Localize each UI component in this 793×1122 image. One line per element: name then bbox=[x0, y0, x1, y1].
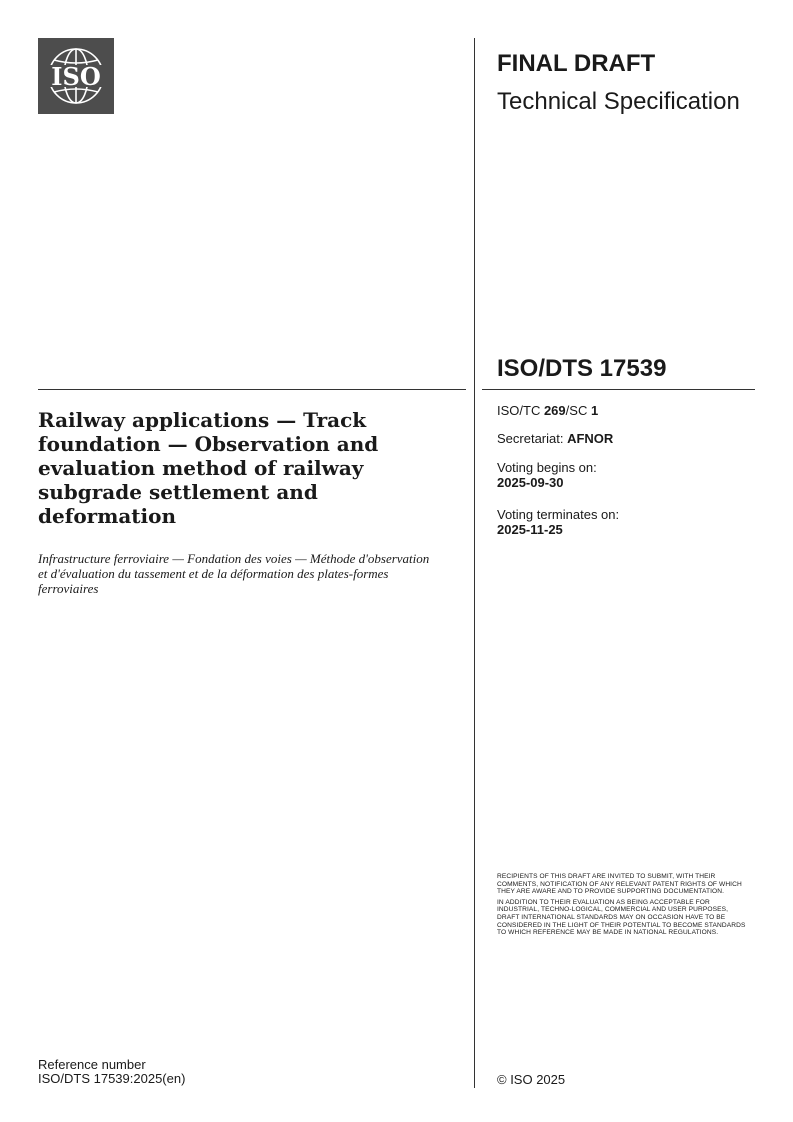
notice-paragraph-2: IN ADDITION TO THEIR EVALUATION AS BEING ACCEPTABLE FOR INDUSTRIAL, TECHNO-LOGICAL, COMMERCIAL AND USER PURPOSES, DRAFT INTERNATIONAL STANDARDS MAY ON OCCASION HAVE TO BE CONSIDERED IN THE LIGHT OF THEIR POTENTIAL TO BECOME STANDARDS TO WHICH REFERENCE MAY BE MADE IN NATIONAL REGULATIONS. bbox=[497, 898, 746, 937]
secretariat-value: AFNOR bbox=[567, 431, 614, 446]
document-number: ISO/DTS 17539 bbox=[497, 355, 667, 382]
draft-status: FINAL DRAFT bbox=[497, 50, 656, 77]
iso-logo bbox=[38, 38, 114, 114]
document-subtitle-french: Infrastructure ferroviaire — Fondation des voies — Méthode d'observation et d'évaluation du tassement et de la déformation des plates-formes ferroviaires bbox=[38, 551, 430, 596]
voting-terminates bbox=[497, 507, 619, 537]
draft-notice bbox=[497, 873, 751, 940]
vertical-divider bbox=[474, 38, 475, 1088]
voting-terminates-label: Voting terminates on: bbox=[497, 507, 620, 522]
voting-terminates-date: 2025-11-25 bbox=[497, 522, 563, 537]
globe-icon bbox=[38, 38, 114, 114]
secretariat-line bbox=[497, 431, 613, 446]
reference-value: ISO/DTS 17539:2025(en) bbox=[38, 1071, 186, 1086]
left-horizontal-rule bbox=[38, 389, 466, 390]
notice-paragraph-1: RECIPIENTS OF THIS DRAFT ARE INVITED TO SUBMIT, WITH THEIR COMMENTS, NOTIFICATION OF ANY RELEVANT PATENT RIGHTS OF WHICH THEY ARE AWARE AND TO PROVIDE SUPPORTING DOCUMENTATION. bbox=[497, 873, 742, 896]
secretariat-label: Secretariat: bbox=[497, 431, 568, 446]
reference-label: Reference number bbox=[38, 1057, 146, 1072]
voting-begins-label: Voting begins on: bbox=[497, 460, 597, 475]
sc-number: 1 bbox=[590, 403, 599, 418]
voting-begins-date: 2025-09-30 bbox=[497, 475, 564, 490]
copyright-notice: © ISO 2025 bbox=[497, 1072, 566, 1087]
logo-text: ISO bbox=[51, 62, 101, 91]
voting-begins bbox=[497, 460, 597, 490]
right-horizontal-rule bbox=[482, 389, 755, 390]
committee-mid: /SC bbox=[565, 403, 591, 418]
reference-number bbox=[38, 1058, 185, 1086]
committee-line bbox=[497, 403, 598, 418]
document-title: Railway applications — Track foundation — Observation and evaluation method of railway subgrade settlement and deformation bbox=[38, 408, 379, 528]
document-type: Technical Specification bbox=[497, 88, 740, 115]
tc-number: 269 bbox=[543, 403, 566, 418]
committee-prefix: ISO/TC bbox=[497, 403, 544, 418]
